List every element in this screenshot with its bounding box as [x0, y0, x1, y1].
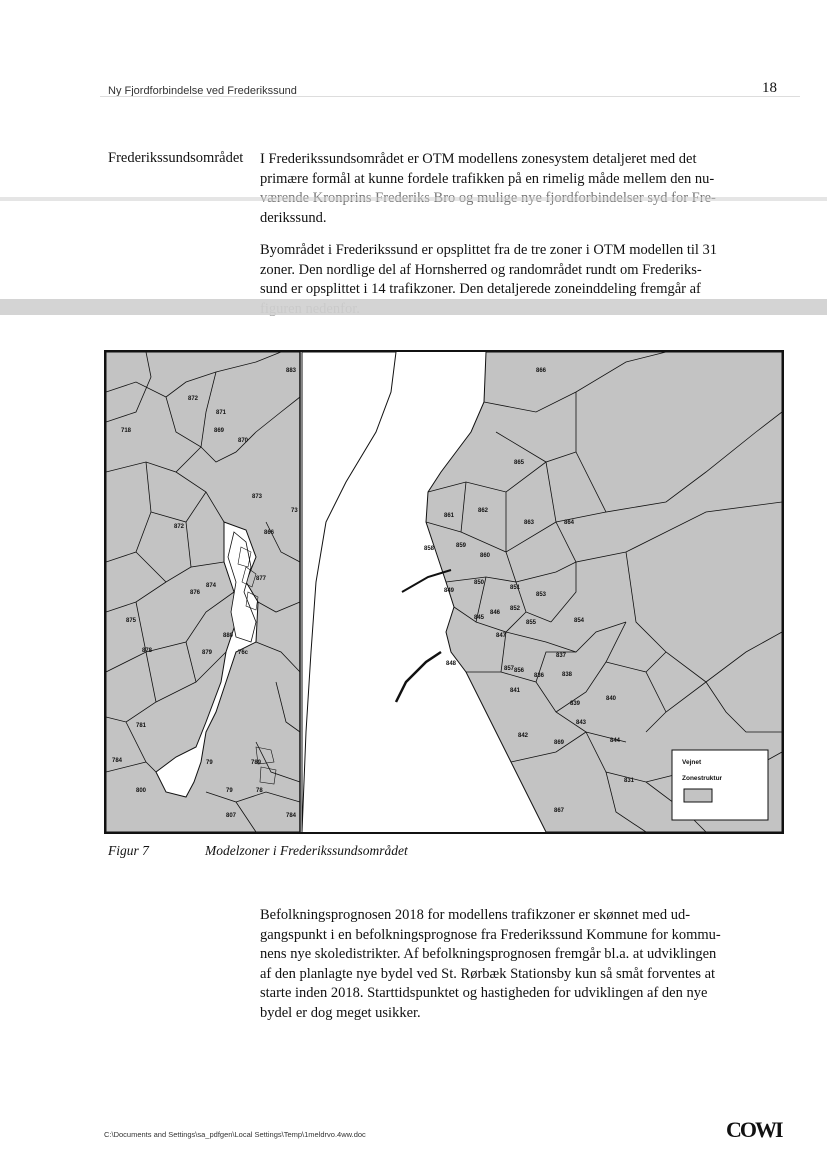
right-zone-label: 837	[556, 653, 567, 659]
left-zone-label: 880	[223, 633, 234, 639]
cowi-logo: COWI	[726, 1117, 782, 1142]
paragraph-3-line: gangspunkt i en befolkningsprognose fra Frederikssund Kommune for kommu-	[260, 926, 721, 943]
right-zone-label: 861	[444, 513, 455, 519]
section-title: Frederikssundsområdet	[108, 150, 244, 166]
right-zone-label: 842	[518, 733, 529, 739]
left-zone-label: 877	[256, 576, 267, 582]
right-zone-label: 847	[496, 633, 507, 639]
right-zone-label: 836	[534, 673, 545, 679]
right-zone-label: 851	[510, 585, 521, 591]
paragraph-1-line: I Frederikssundsområdet er OTM modellens zonesystem detaljeret med det	[260, 151, 697, 167]
left-zone-label: 874	[206, 583, 217, 589]
right-zone-label: 863	[524, 520, 535, 526]
paragraph-3-line: starte inden 2018. Starttidspunktet og hastigheden for udviklingen af den nye	[260, 985, 708, 1001]
left-zone-label: 807	[226, 813, 237, 819]
left-zone-label: 873	[252, 494, 263, 500]
left-zone-label: 781	[136, 723, 147, 729]
left-zone-label: 879	[202, 650, 213, 656]
left-zone-label: 875	[126, 618, 137, 624]
paragraph-1	[260, 150, 770, 228]
legend-zone-swatch	[684, 789, 712, 802]
right-zone-label: 843	[576, 720, 587, 726]
right-zone-label: 848	[446, 661, 457, 667]
legend-road-label: Vejnet	[682, 759, 702, 766]
map-legend	[672, 750, 768, 820]
right-zone-label: 859	[456, 543, 467, 549]
paragraph-3-line: bydel er dog meget usikker.	[260, 1004, 421, 1021]
left-zone-label: 869	[214, 428, 225, 434]
left-zone-label: 784	[112, 758, 123, 764]
footer-path: C:\Documents and Settings\sa_pdfgen\Local Settings\Temp\1meldrvo.4ww.doc	[104, 1130, 366, 1139]
right-zone-label: 865	[514, 460, 525, 466]
right-zone-label: 856	[514, 668, 525, 674]
legend-zone-label: Zonestruktur	[682, 775, 723, 782]
right-zone-label: 852	[510, 606, 521, 612]
paragraph-3-line: Befolkningsprognosen 2018 for modellens trafikzoner er skønnet med ud-	[260, 907, 691, 923]
right-zone-label: 857	[504, 666, 515, 672]
paragraph-1-line: primære formål at kunne fordele trafikken på en rimelig måde mellem den nu-	[260, 170, 715, 187]
left-zone-label: 866	[264, 530, 275, 536]
left-zone-label: 800	[136, 788, 147, 794]
left-zone-label: 78	[256, 788, 263, 794]
scan-artifact	[0, 299, 827, 315]
left-zone-label: 79	[226, 788, 233, 794]
right-zone-label: 844	[610, 738, 621, 744]
zone-map	[106, 352, 782, 832]
right-panel	[302, 352, 782, 832]
left-zone-label: 883	[286, 368, 297, 374]
left-land	[106, 352, 300, 832]
right-zone-label: 867	[554, 808, 565, 814]
paragraph-1-line: derikssund.	[260, 209, 327, 226]
paragraph-3-line: af den planlagte nye bydel ved St. Rørbæk Stationsby kun så småt forventes at	[260, 965, 716, 982]
right-zone-label: 860	[480, 553, 491, 559]
right-zone-label: 831	[624, 778, 635, 784]
right-zone-label: 846	[490, 610, 501, 616]
scan-artifact	[0, 197, 827, 201]
left-zone-label: 73	[291, 508, 298, 514]
right-zone-label: 869	[554, 740, 565, 746]
zone-map-figure	[104, 350, 784, 834]
page-number: 18	[762, 80, 777, 96]
right-zone-label: 839	[570, 701, 581, 707]
right-zone-label: 845	[474, 615, 485, 621]
running-header: Ny Fjordforbindelse ved Frederikssund	[108, 85, 297, 97]
right-zone-label: 855	[526, 620, 537, 626]
paragraph-3-line: nens nye skoledistrikter. Af befolkningsprognosen fremgår bl.a. at udviklingen	[260, 946, 717, 962]
right-zone-label: 838	[562, 672, 573, 678]
right-zone-label: 840	[606, 696, 617, 702]
figure-caption-text: Modelzoner i Frederikssundsområdet	[205, 843, 408, 858]
left-zone-label: 878	[142, 648, 153, 654]
left-zone-label: 789	[251, 760, 262, 766]
right-zone-label: 862	[478, 508, 489, 514]
header-rule	[100, 96, 800, 97]
left-zone-label: 784	[286, 813, 297, 819]
left-zone-label: 870	[238, 438, 249, 444]
right-zone-label: 854	[574, 618, 585, 624]
paragraph-3	[260, 906, 770, 1023]
left-panel	[106, 352, 300, 832]
paragraph-2-line: Byområdet i Frederikssund er opsplittet fra de tre zoner i OTM modellen til 31	[260, 242, 718, 258]
left-zone-label: 718	[121, 428, 132, 434]
right-zone-label: 853	[536, 592, 547, 598]
left-zone-label: 79	[206, 760, 213, 766]
left-zone-label: 876	[190, 590, 201, 596]
right-zone-label: 841	[510, 688, 521, 694]
paragraph-2-line: zoner. Den nordlige del af Hornsherred og randområdet rundt om Frederiks-	[260, 261, 702, 278]
left-zone-label: 871	[216, 410, 227, 416]
figure-caption-number: Figur 7	[108, 843, 149, 858]
left-zone-label: 872	[174, 524, 185, 530]
right-zone-label: 858	[424, 546, 435, 552]
right-zone-label: 864	[564, 520, 575, 526]
left-zone-label: 76c	[238, 650, 249, 656]
right-zone-label: 849	[444, 588, 455, 594]
right-zone-label: 866	[536, 368, 547, 374]
left-zone-label: 872	[188, 396, 199, 402]
right-zone-label: 850	[474, 580, 485, 586]
paragraph-2-line: sund er opsplittet i 14 trafikzoner. Den detaljerede zoneinddeling fremgår af	[260, 281, 701, 297]
